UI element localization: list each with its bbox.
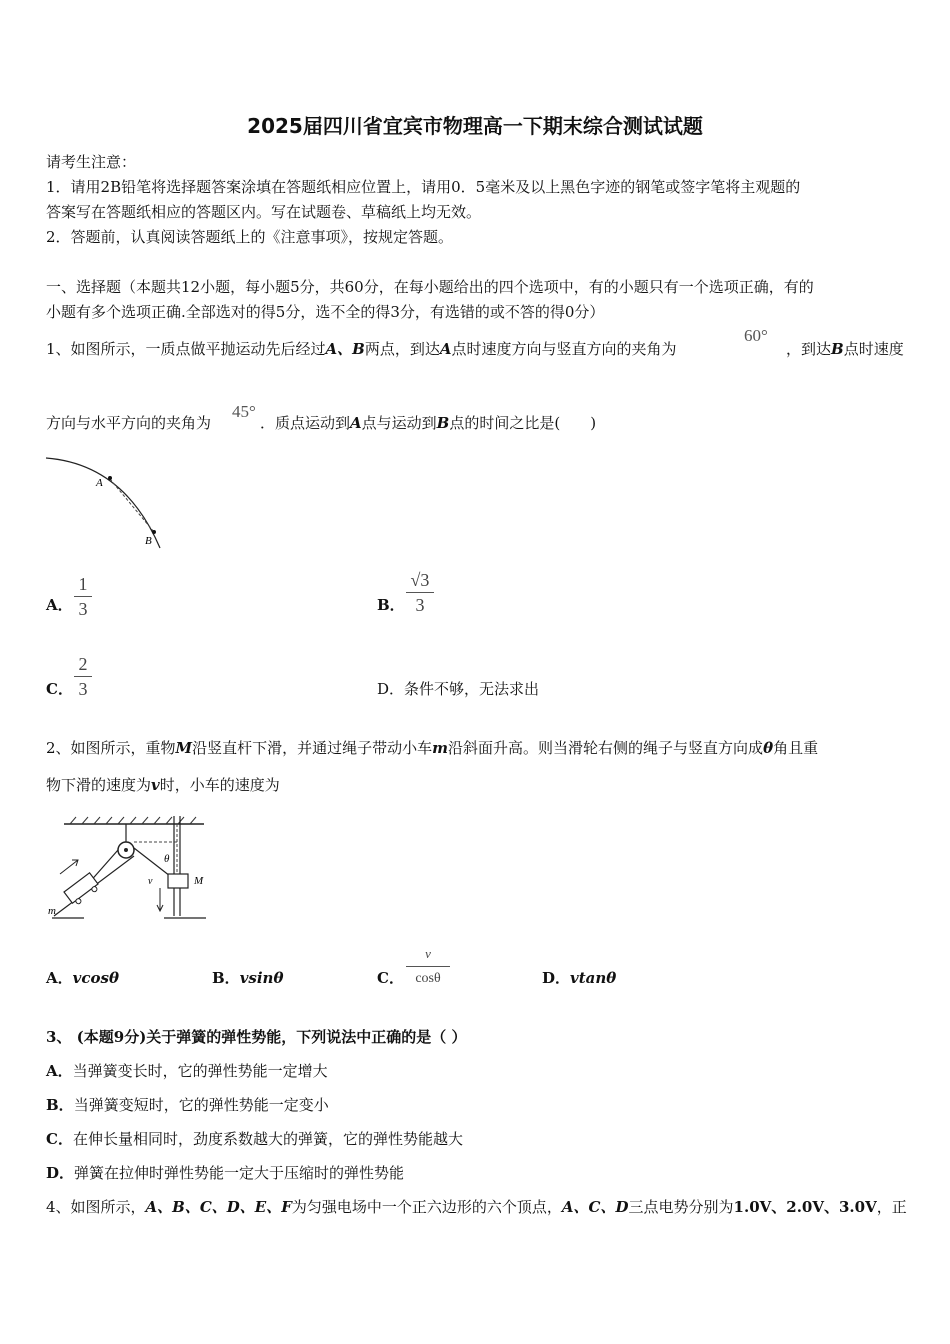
q2-option-c-label[interactable]: C． (377, 969, 404, 987)
page-title: 2025届四川省宜宾市物理高一下期末综合测试试题 (247, 114, 703, 138)
notice-item-1-line-1: 1．请用2B铅笔将选择题答案涂填在答题纸相应位置上，请用0．5毫米及以上黑色字迹的钢笔或签字笔将主观题的 (46, 178, 801, 196)
q1-option-b-fraction[interactable]: √3 3 (406, 570, 434, 615)
cart-m (64, 873, 101, 907)
point-a (108, 476, 112, 480)
notice-item-2: 2．答题前，认真阅读答题纸上的《注意事项》，按规定答题。 (46, 228, 454, 246)
q1-option-b-label[interactable]: B． (377, 596, 405, 614)
q3-option-b[interactable]: B．当弹簧变短时，它的弹性势能一定变小 (46, 1096, 329, 1114)
q1-option-c-label[interactable]: C． (46, 680, 73, 698)
label-b: B (145, 535, 152, 547)
q3-option-d[interactable]: D．弹簧在拉伸时弹性势能一定大于压缩时的弹性势能 (46, 1164, 405, 1182)
label-m: m (48, 905, 56, 917)
q3-option-c[interactable]: C．在伸长量相同时，劲度系数越大的弹簧，它的弹性势能越大 (46, 1130, 463, 1148)
section-heading-line-2: 小题有多个选项正确.全部选对的得5分，选不全的得3分，有选错的或不答的得0分） (46, 303, 605, 321)
q1-trajectory-figure (44, 452, 174, 552)
q1-angle-60: 60° (744, 326, 768, 345)
q1-option-d[interactable]: D．条件不够，无法求出 (377, 680, 540, 698)
cart-direction-arrow (60, 860, 78, 874)
block-M (168, 874, 188, 888)
label-a: A (96, 477, 103, 489)
pulley-axle (124, 848, 128, 852)
q2-stem-line-2: 物下滑的速度为v时，小车的速度为 (46, 776, 280, 794)
q1-option-c-fraction[interactable]: 2 3 (74, 654, 92, 699)
q2-option-a[interactable]: A．vcosθ (46, 969, 119, 987)
point-b (152, 530, 156, 534)
label-v: v (148, 876, 153, 887)
q2-stem-line-1: 2、如图所示，重物M沿竖直杆下滑，并通过绳子带动小车m沿斜面升高。则当滑轮右侧的绳子与竖直方向成θ角且重 (46, 739, 819, 757)
label-M: M (194, 875, 204, 887)
notice-heading: 请考生注意： (46, 153, 137, 171)
section-heading-line-1: 一、选择题（本题共12小题，每小题5分，共60分，在每小题给出的四个选项中，有的小题只有一个选项正确，有的 (46, 278, 814, 296)
q1-option-a-fraction[interactable]: 1 3 (74, 574, 92, 619)
q2-option-c-fraction[interactable]: v cosθ (406, 944, 450, 989)
q1-angle-45: 45° (232, 402, 256, 421)
q2-pulley-figure (44, 804, 210, 926)
ceiling-hatch (70, 817, 196, 824)
q1-option-a-label[interactable]: A． (46, 596, 73, 614)
q1-stem-line-1: 1、如图所示，一质点做平抛运动先后经过A、B两点，到达A点时速度方向与竖直方向的夹角为 (46, 340, 677, 358)
parabola-curve (46, 458, 160, 548)
q1-stem-line-2-end: ．质点运动到A点与运动到B点的时间之比是( ) (260, 414, 597, 432)
q1-stem-line-1-end: ，到达B点时速度 (786, 340, 904, 358)
q3-option-a[interactable]: A．当弹簧变长时，它的弹性势能一定增大 (46, 1062, 328, 1080)
q1-stem-line-2: 方向与水平方向的夹角为 (46, 414, 212, 432)
q2-option-b[interactable]: B．vsinθ (212, 969, 284, 987)
q3-stem: 3、 (本题9分)关于弹簧的弹性势能，下列说法中正确的是（ ） (46, 1028, 467, 1046)
label-theta: θ (164, 853, 170, 865)
q2-option-d[interactable]: D．vtanθ (542, 969, 617, 987)
q4-stem: 4、如图所示，A、B、C、D、E、F为匀强电场中一个正六边形的六个顶点，A、C、D三点电势分别为1.0V、2.0V、3.0V，正 (46, 1198, 907, 1216)
notice-item-1-line-2: 答案写在答题纸相应的答题区内。写在试题卷、草稿纸上均无效。 (46, 203, 482, 221)
